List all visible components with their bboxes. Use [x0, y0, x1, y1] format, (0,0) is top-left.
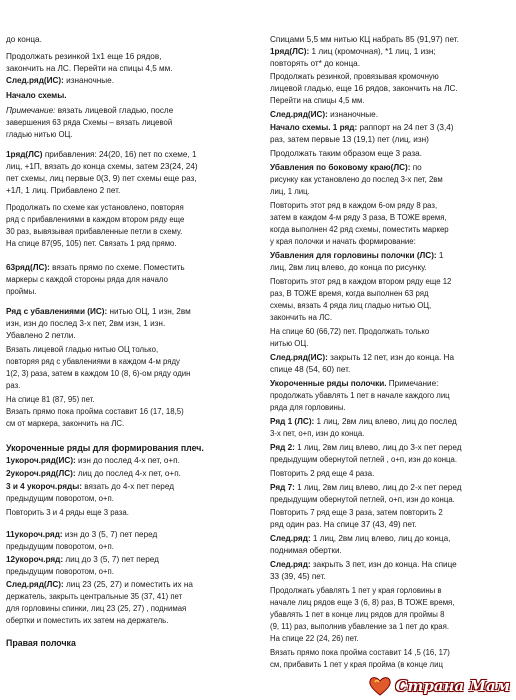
text-line	[270, 416, 457, 427]
line-rest: изн до послед 4-х пет, о+п.	[75, 456, 180, 465]
text-line: повторять от* до конца.	[270, 59, 361, 68]
line-rest: 1 лиц, 2вм лиц влево, лиц до 2-х пет перед	[294, 483, 462, 492]
text-line	[270, 162, 422, 173]
text-line: Начало схемы.	[6, 91, 67, 100]
text-line: спице 48 (54, 60) пет.	[270, 365, 351, 374]
text-line	[270, 442, 461, 453]
text-line: предыдущим поворотом, о+п.	[6, 542, 114, 551]
text-line	[6, 455, 180, 466]
line-rest: лиц до послед 4-х пет, о+п.	[75, 469, 181, 478]
line-lead: 3 и 4 укороч.ряды:	[6, 482, 82, 491]
line-rest: 1 лиц, 2вм лиц влево, лиц до конца,	[310, 534, 451, 543]
text-line	[6, 468, 181, 479]
watermark-logo	[369, 676, 510, 696]
text-line: Повторить 3 и 4 ряды еще 3 раза.	[6, 508, 129, 517]
text-line	[6, 554, 159, 565]
text-line: Повторить этот ряд в каждом втором ряду еще 12	[270, 277, 452, 286]
line-lead: 11укороч.ряд:	[6, 530, 63, 539]
line-lead: След.ряд(ЛС):	[6, 580, 64, 589]
line-rest: 1 лиц, 2вм лиц влево, лиц до послед	[314, 417, 457, 426]
line-lead: Ряд 1 (ЛС):	[270, 417, 315, 426]
line-lead: Ряд 7:	[270, 483, 295, 492]
line-lead: Убавления по боковому краю(ЛС):	[270, 163, 411, 172]
text-line: Продолжать убавлять 1 пет у края горловины в	[270, 586, 442, 595]
text-line: предыдущим обернутой петлей , о+п, изн до конца.	[270, 455, 457, 464]
line-rest: изнаночные.	[327, 110, 378, 119]
text-line	[270, 559, 457, 570]
line-lead: Укороченные ряды полочки.	[270, 379, 387, 388]
text-line: 33 (39, 45) пет.	[270, 572, 326, 581]
line-lead: След.ряд(ИС):	[270, 353, 328, 362]
line-lead: Ряд с убавлениями (ИС):	[6, 307, 108, 316]
text-line: нитью ОЦ.	[270, 339, 309, 348]
text-line: (9, 11) раз, выполнив убавление за 1 пет до края.	[270, 622, 450, 631]
text-line: когда выполнен 42 ряд схемы, поместить маркер	[270, 225, 449, 234]
text-line: 30 раз, вывязывая прибавленные петли в схему.	[6, 227, 183, 236]
text-line	[6, 529, 157, 540]
text-line	[270, 482, 461, 493]
line-lead: 1ряд(ЛС)	[6, 150, 43, 159]
line-rest: 1 лиц (кромочная), *1 лиц, 1 изн;	[309, 47, 436, 56]
text-line: ряд с прибавлениями в каждом втором ряду еще	[6, 215, 185, 224]
line-rest: закрыть 12 пет, изн до конца. На	[327, 353, 455, 362]
text-line: На спице 87(95, 105) пет. Связать 1 ряд прямо.	[6, 239, 177, 248]
line-rest: Примечание:	[386, 379, 439, 388]
text-line: ряда для горловины.	[270, 403, 346, 412]
text-line: 1(2, 3) раза, затем в каждом 10 (8, 6)-ом ряду один	[6, 369, 191, 378]
text-line: лицевой гладью, еще 16 рядов, закончить на ЛС.	[270, 84, 458, 93]
line-lead: След.ряд:	[270, 560, 311, 569]
text-line: +1Л, 1 лиц. Прибавлено 2 пет.	[6, 186, 121, 195]
line-lead: Убавления для горловины полочки (ЛС):	[270, 251, 437, 260]
text-line: Вязать лицевой гладью нитью ОЦ только,	[6, 345, 159, 354]
text-line: см от маркера, закончить на ЛС.	[6, 419, 125, 428]
text-line: Вязать прямо пока пройма составит 16 (17, 18,5)	[6, 407, 184, 416]
line-rest: изн до 3 (5, 7) пет перед	[62, 530, 158, 539]
line-lead: Ряд 2:	[270, 443, 295, 452]
text-line: раз.	[6, 381, 21, 390]
line-rest: вязать прямо по схеме. Поместить	[49, 263, 185, 272]
text-line: Убавлено 2 петли.	[6, 331, 76, 340]
text-line	[6, 306, 191, 317]
text-line	[6, 105, 173, 116]
text-line	[270, 122, 454, 133]
line-rest: вязать до 4-х пет перед	[81, 482, 174, 491]
text-line	[6, 149, 197, 160]
watermark-text: Страна Мам	[395, 677, 510, 695]
text-line: см, прибавить 1 пет у края пройма (в конце лиц	[270, 660, 443, 669]
heart-icon	[369, 676, 391, 696]
line-rest: 1 лиц, 2вм лиц влево, лиц до 3-х пет перед	[294, 443, 462, 452]
line-rest: закрыть 3 пет, изн до конца. На спице	[310, 560, 457, 569]
text-line: 3-х пет, о+п, изн до конца.	[270, 429, 365, 438]
text-line: лиц, 2вм лиц влево, до конца по рисунку.	[270, 263, 427, 272]
text-line: ряд один раз. На спице 37 (43, 49) пет.	[270, 520, 417, 529]
text-line: затем в каждом 4-м ряду 3 раза, В ТОЖЕ время,	[270, 213, 447, 222]
text-line: держатель, закрыть центральные 35 (37, 41) пет	[6, 592, 183, 601]
text-line: раз, затем первые 13 (19,1) пет (лиц, изн)	[270, 135, 429, 144]
text-line	[270, 46, 436, 57]
line-rest: раппорт на 24 пет 3 (3,4)	[357, 123, 454, 132]
text-line: пет схемы, лиц первые 0(3, 9) пет схемы еще раз,	[6, 174, 197, 183]
text-line: лиц, 1 лиц.	[270, 187, 310, 196]
text-line: закончить на ЛС. Перейти на спицы 4,5 мм.	[6, 64, 173, 73]
line-rest: вязать лицевой гладью, после	[55, 106, 174, 115]
line-lead: 1ряд(ЛС):	[270, 47, 310, 56]
text-line: Продолжать резинкой 1x1 еще 16 рядов,	[6, 52, 162, 61]
line-rest: нитью ОЦ, 1 изн, 2вм	[107, 307, 191, 316]
text-line	[6, 579, 193, 590]
text-line: схемы, вязать 4 ряда лиц гладью нитью ОЦ,	[270, 301, 432, 310]
line-lead: След.ряд(ИС):	[6, 76, 64, 85]
text-line: На спице 60 (66,72) пет. Продолжать только	[270, 327, 430, 336]
text-line: рисунку как установлено до послед 3-х пет, 2вм	[270, 175, 443, 184]
text-line: На спице 81 (87, 95) пет.	[6, 395, 95, 404]
text-line: Спицами 5,5 мм нитью КЦ набрать 85 (91,97) пет.	[270, 35, 459, 44]
text-line: изн, изн до послед 3-х пет, 2вм изн, 1 изн.	[6, 319, 166, 328]
text-line	[6, 75, 114, 86]
text-line: до конца.	[6, 35, 42, 44]
text-line: Повторить 7 ряд еще 3 раза, затем повторить 2	[270, 508, 443, 517]
text-line	[6, 481, 174, 492]
line-lead: Начало схемы. 1 ряд:	[270, 123, 358, 132]
text-line: закончить на ЛС.	[270, 313, 332, 322]
text-line	[270, 378, 438, 389]
text-line: лиц, +1П, вязать до конца схемы, затем 23(24, 24)	[6, 162, 198, 171]
text-line	[270, 352, 454, 363]
line-rest: лиц 23 (25, 27) и поместить их на	[63, 580, 193, 589]
line-rest: 1	[436, 251, 444, 260]
text-line: Продолжать по схеме как установлено, повторяя	[6, 203, 184, 212]
text-line: завершения 63 ряда Схемы – вязать лицевой	[6, 118, 173, 127]
text-line: предыдущим поворотом, о+п.	[6, 567, 114, 576]
text-line	[270, 109, 378, 120]
text-line: повторяя ряд с убавлениями в каждом 4-м ряду	[6, 357, 180, 366]
text-line: продолжать убавлять 1 пет в начале каждого лиц	[270, 391, 450, 400]
text-line: Повторить 2 ряд еще 4 раза.	[270, 469, 375, 478]
line-lead: 1укороч.ряд(ИС):	[6, 456, 76, 465]
text-line: Укороченные ряды для формирования плеч.	[6, 443, 204, 453]
text-line: обертки и поместить их затем на держатель.	[6, 616, 169, 625]
line-rest: изнаночные.	[63, 76, 114, 85]
line-lead: Примечание:	[6, 106, 56, 115]
text-line: для горловины спинки, лиц 23 (25, 27) , поднимая	[6, 604, 187, 613]
text-line: убавлять 1 пет в конце лиц рядов для проймы 8	[270, 610, 445, 619]
text-line: начале лиц рядов еще 3 (6, 8) раз, В ТОЖЕ время,	[270, 598, 455, 607]
text-line: маркеры с каждой стороны ряда для начало	[6, 275, 168, 284]
line-lead: 2укороч.ряд(ЛС):	[6, 469, 76, 478]
line-rest: лиц до 3 (5, 7) пет перед	[63, 555, 159, 564]
line-rest: прибавления: 24(20, 16) пет по схеме, 1	[42, 150, 197, 159]
line-lead: 63ряд(ЛС):	[6, 263, 50, 272]
text-line: предыдущим обернутой петлей, о+п, изн до конца.	[270, 495, 455, 504]
line-lead: След.ряд(ИС):	[270, 110, 328, 119]
text-line: Вязать прямо пока пройма составит 14 ,5 (16, 17)	[270, 648, 450, 657]
text-line: Повторить этот ряд в каждом 6-ом ряду 8 раз,	[270, 201, 438, 210]
text-line: гладью нитью ОЦ.	[6, 130, 73, 139]
text-line: На спице 22 (24, 26) пет.	[270, 634, 359, 643]
text-line	[270, 533, 450, 544]
text-line	[6, 262, 185, 273]
text-line: Продолжать резинкой, провязывая кромочную	[270, 72, 439, 81]
text-line: Правая полочка	[6, 638, 76, 648]
text-line: поднимая обертки.	[270, 546, 342, 555]
text-line: раз, В ТОЖЕ время, когда выполнен 63 ряд	[270, 289, 429, 298]
line-lead: 12укороч.ряд:	[6, 555, 64, 564]
text-line: у края полочки и начать формирование:	[270, 237, 416, 246]
text-line: Перейти на спицы 4,5 мм.	[270, 96, 365, 105]
text-line	[270, 250, 444, 261]
line-rest: по	[410, 163, 422, 172]
text-line: проймы.	[6, 287, 37, 296]
text-line: Продолжать таким образом еще 3 раза.	[270, 149, 422, 158]
line-lead: След.ряд:	[270, 534, 311, 543]
text-line: предыдущим поворотом, о+п.	[6, 494, 114, 503]
